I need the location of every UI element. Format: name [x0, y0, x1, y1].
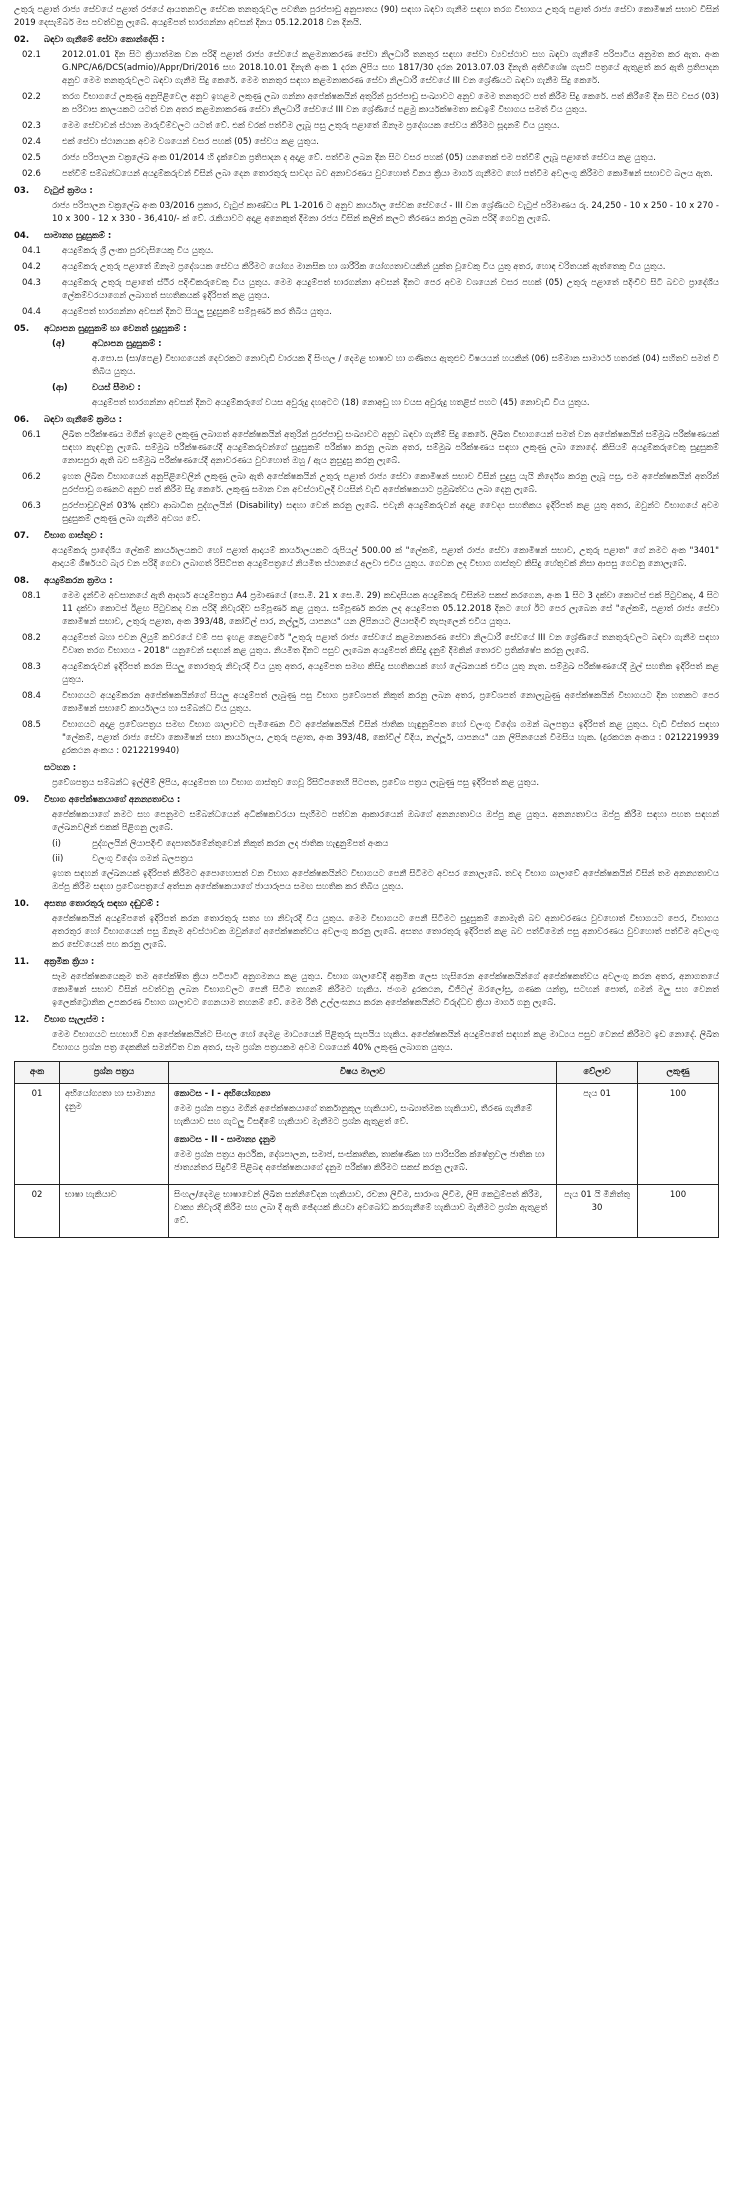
clause-number: 06.3: [22, 501, 41, 511]
clause-text: විභාගයට අදාළ ප්‍රවේශපත්‍රය සමඟ විභාග ශාලාවට පැමිණෙන විට අපේක්ෂකයින් විසින් ජාතික හැඳුනුම්පත හෝ වලංගු විදේශ ගමන් බලපත්‍රය ඉදිරිපත් කළ යුතුය. වැඩි විස්තර සඳහා "ලේකම්, පළාත් රාජ්‍ය සේවා කොමිෂන් සභා කාර්යාලය, උතුරු පළාත, අංක 393/48, කෝවිල් වීදිය, නල්ලූර්, යාපනය" යන ලිපිනයෙන් විමසිය හැක. (දුරකථන අංකය : 0212219939 දුරකථන අංකය : 0212219940): [62, 720, 719, 756]
section-title: බඳවා ගැනීමේ ක්‍රමය :: [44, 415, 122, 425]
section-paragraph: සෑම අපේක්ෂකයෙකුම තම අපේක්ෂිත ක්‍රියා පටිපාටි අනුගමනය කළ යුතුය. විභාග ශාලාවේදී අක්‍රමික ලෙස හැසිරෙන අපේක්ෂකයින්ගේ අපේක්ෂකත්වය අවලංගු කරන අතර, අනාගතයේ කොමිෂන් සභාව විසින් පවත්වනු ලබන විභාගවලට පෙනී සිටීම තහනම් කිරීමට හැකිය. ජංගම දුරකථන, ඩිජිටල් ඔරලෝසු, ගණක යන්ත්‍ර, සටහන් පොත්, ගමන් මලු සහ වෙනත් ඉලෙක්ට්‍රොනික උපකරණ විභාග ශාලාවට ගෙනයාම තහනම් වේ. මෙම රීති උල්ලංඝනය කරන අපේක්ෂකයින්ට විරුද්ධව ක්‍රියා මාර්ග ගනු ලැබේ.: [52, 972, 719, 1008]
clause: [14, 690, 719, 716]
section-paragraph: ප්‍රවේශපත්‍රය සම්බන්ධ ඉල්ලීම් ලිපිය, අයදුම්පත හා විභාග ගාස්තුව ගෙවූ රිසිට්පතෙහි පිටපත, ප්‍රවේශ පත්‍රය ලැබුණු පසු ඉදිරිපත් කළ යුතුය.: [52, 778, 540, 788]
section-title: අක්‍රමික ක්‍රියා :: [44, 957, 95, 967]
section: [14, 762, 719, 790]
clause-number: 08.3: [22, 662, 41, 672]
sub-heading-mark: (අ): [52, 339, 66, 349]
section-title: සටහන :: [44, 763, 77, 773]
row-syllabus: [169, 1185, 557, 1238]
section-number: 05.: [14, 324, 30, 334]
clause-number: 04.2: [22, 262, 41, 272]
clause: [14, 49, 719, 88]
section-title: විභාග අපේක්ෂකයාගේ අනන්‍යතාවය :: [44, 795, 181, 805]
header-duration: වේලාව: [557, 1062, 638, 1084]
clause-text: අයදුම්කරු ශ්‍රී ලංකා පුරවැසියෙකු විය යුතුය.: [62, 246, 214, 256]
section: [14, 956, 719, 1010]
section-paragraph: අපේක්ෂකයාගේ නමට සහ පෙනුමට සම්බන්ධයෙන් අධීක්ෂකවරයා සෑහීමට පත්වන ආකාරයෙන් ඔබගේ අනන්‍යතාවය ඔප්පු කළ යුතුය. අනන්‍යතාවය ඔප්පු කිරීම සඳහා පහත සඳහන් ලේඛනවලින් එකක් පිළිගනු ලැබේ.: [52, 810, 719, 833]
section-number: 10.: [14, 899, 30, 909]
section-heading: [14, 956, 719, 969]
row-marks: 100: [638, 1084, 719, 1185]
clause-text: 2012.01.01 දින සිට ක්‍රියාත්මක වන පරිදි පළාත් රාජ්‍ය සේවයේ කළමනාකරණ සේවා නිලධාරී තනතුර සඳහා සේවා ව්‍යවස්ථාව සහ බඳවා ගැනීමේ පරිපාටිය අනුමත කර ඇත. අංක G.NPC/A6/DCS(admio)/Appr/Dri/2016 සහ 2018.10.01 දිනැති අංක 1 දරන ලිපිය සහ 1817/30 දරන 2013.07.03 දිනැති අතිවිශේෂ ගැසට් පත්‍රයේ ඇතුළත් කර ඇති ප්‍රතිපාදන අනුව මෙම තනතුරුවලට බඳවා ගැනීම සිදු කෙරේ. මෙම තනතුර සඳහා කළමනාකරණ සේවා නිලධාරී සේවයේ III වන ශ්‍රේණියට බඳවා ගැනීම සිදු කෙරේ.: [62, 50, 719, 86]
syllabus-part-title: කොටස - II - සාමාන්‍ය දැනුම: [174, 1135, 276, 1145]
list-item: [52, 838, 719, 851]
section-number: 08.: [14, 576, 30, 586]
section-number: 06.: [14, 415, 30, 425]
row-duration: පැය 01: [557, 1084, 638, 1185]
clause: [14, 152, 719, 165]
clause: [14, 590, 719, 629]
section-number: 04.: [14, 231, 30, 241]
syllabus-part: [174, 1088, 551, 1129]
header-syllabus: විෂය මාලාව: [169, 1062, 557, 1084]
clause-number: 02.5: [22, 153, 41, 163]
header-marks: ලකුණු: [638, 1062, 719, 1084]
section: [14, 414, 719, 526]
clause-number: 08.5: [22, 720, 41, 730]
clause-text: විභාගයට අයදුම්කරන අපේක්ෂකයින්ගේ සියලු අයදුම්පත් ලැබුණු පසු විභාග ප්‍රවේශපත් නිකුත් කරනු ලබන අතර, ප්‍රවේශපත් නොලැබුණු අපේක්ෂකයින් විභාගයට දින හතකට පෙර කොමිෂන් සභාවේ කාර්යාලය හා සම්බන්ධ විය යුතුය.: [62, 691, 719, 714]
clause-text: එක් සේවා ස්ථානයක අවම වශයෙන් වසර පහක් (05) සේවය කළ යුතුය.: [62, 137, 320, 147]
clause: [14, 277, 719, 303]
syllabus-part-title: කොටස - I - අභියෝග්‍යතා: [174, 1089, 271, 1099]
syllabus-table: [14, 1061, 719, 1238]
list-text: පුද්ගලයින් ලියාපදිංචි දෙපාර්තමේන්තුවෙන් නිකුත් කරන ලද ජාතික හැඳුනුම්පත් අංකය: [92, 839, 389, 849]
section-title: වැටුප් ක්‍රමය :: [44, 186, 93, 196]
clause: [14, 471, 719, 497]
section-number: [14, 762, 44, 775]
clause: [14, 719, 719, 758]
clause: [14, 91, 719, 117]
section: [14, 575, 719, 758]
section: [14, 794, 719, 894]
section-number: 09.: [14, 795, 30, 805]
clause-text: රාජ්‍ය පරිපාලන චක්‍රලේඛ අංක 01/2014 හි දැක්වෙන ප්‍රතිපාදන ද අදාළ වේ. පත්වීම ලබන දින සිට වසර පහක් (05) යනතෙක් එම පත්වීම් ලැබූ පළාතේ සේවය කළ යුතුය.: [62, 153, 656, 163]
syllabus-part: [174, 1134, 551, 1175]
section-title: බඳවා ගැනීමේ සේවා කොන්දේසි :: [44, 35, 165, 45]
sub-paragraph: අයදුම්පත් භාරගන්නා අවසන් දිනට අයදුම්කරුගේ වයස අවුරුදු දහඅටට (18) නොඅඩු හා වයස අවුරුදු හතළිස් පහට (45) නොවැඩි විය යුතුය.: [92, 398, 590, 408]
syllabus-part-text: සිංහල/දෙමළ භාෂාවෙන් ලිඛිත සන්නිවේදන හැකියාව, රචනා ලිවීම, සාරාංශ ලිවීම, ලිපි කෙටුම්පත් කිරීම, වාක්‍ය නිවැරදි කිරීම සහ ලබා දී ඇති ඡේදයක් කියවා අවබෝධ කරගැනීමේ හැකියාව මැනීමට ප්‍රශ්න ඇතුළත් වේ.: [174, 1190, 548, 1226]
section: [14, 1014, 719, 1055]
clause-number: 08.4: [22, 691, 41, 701]
clause: [14, 120, 719, 133]
clause-text: අයදුම්පත් භාරගන්නා අවසන් දිනට සියලු සුදුසුකම් සම්පූර්ණ කර තිබිය යුතුය.: [62, 307, 332, 317]
section: [14, 34, 719, 181]
clause-number: 08.2: [22, 633, 41, 643]
section-heading: [14, 230, 719, 243]
clause: [14, 500, 719, 526]
section-heading: [14, 185, 719, 198]
clause-number: 02.2: [22, 92, 41, 102]
section: [14, 530, 719, 571]
clause: [14, 661, 719, 687]
clause-number: 04.4: [22, 307, 41, 317]
clause-text: මෙම දැන්වීම අවසානයේ ඇති ආදර්ශ අයදුම්පත්‍රය A4 ප්‍රමාණයේ (සෙ.මී. 21 x සෙ.මී. 29) කඩදාසියක අයදුම්කරු විසින්ම සකස් කරගෙන, අංක 1 සිට 3 දක්වා කොටස් එක් පිටුවකද, 4 සිට 11 දක්වා කොටස් ඊළඟ පිටුවකද වන පරිදි නිවැරදිව සම්පූර්ණ කළ යුතුය. සම්පූර්ණ කරන ලද අයදුම්පත 05.12.2018 දිනට හෝ ඊට පෙර ලැබෙන සේ "ලේකම්, පළාත් රාජ්‍ය සේවා කොමිෂන් සභාව, උතුරු පළාත, අංක 393/48, කෝවිල් පාර, නල්ලූර්, යාපනය" යන ලිපිනයට ලියාපදිංචි තැපෑලෙන් එවිය යුතුය.: [62, 591, 719, 627]
section-heading: [14, 323, 719, 336]
clause-text: අයදුම්කරු උතුරු පළාතේ ස්ථිර පදිංචිකරුවෙකු විය යුතුය. මෙම අයදුම්පත් භාරගන්නා අවසන් දිනට පෙර අවම වශයෙන් වසර පහක් (05) උතුරු පළාතේ පදිංචිව සිටි බවට ප්‍රාදේශීය ලේකම්වරයාගෙන් ලබාගත් සහතිකයක් ඉදිරිපත් කළ යුතුය.: [62, 278, 719, 301]
clause: [14, 306, 719, 319]
clause-number: 02.3: [22, 121, 41, 131]
clause-number: 06.1: [22, 430, 41, 440]
clause-number: 08.1: [22, 591, 41, 601]
clause: [14, 136, 719, 149]
sub-heading-title: අධ්‍යාපන සුදුසුකම් :: [92, 339, 162, 349]
list-item: [52, 853, 719, 866]
section-heading: [14, 794, 719, 807]
clause-number: 06.2: [22, 472, 41, 482]
section-title: අධ්‍යාපන සුදුසුකම් හා වෙනත් සුදුසුකම් :: [44, 324, 187, 334]
clause-text: පත්වීම් සම්බන්ධයෙන් අයදුම්කරුවන් විසින් ලබා දෙන තොරතුරු සාවද්‍ය බව අනාවරණය වුවහොත් විනය ක්‍රියා මාර්ග ගැනීමට හෝ පත්වීම අවලංගු කිරීමට කොමිෂන් සභාවට බලය ඇත.: [62, 169, 713, 179]
row-duration: පැය 01 යි මිනිත්තු 30: [557, 1185, 638, 1238]
section-number: 12.: [14, 1015, 30, 1025]
sections-container: [14, 34, 719, 1055]
section-number: 02.: [14, 35, 30, 45]
section-heading: [14, 530, 719, 543]
row-syllabus: [169, 1084, 557, 1185]
list-mark: (ii): [52, 854, 64, 864]
clause-number: 02.4: [22, 137, 41, 147]
section: [14, 230, 719, 319]
clause-text: පුරප්පාඩුවලින් 03% දක්වා ආබාධිත පුද්ගලයින් (Disability) සඳහා වෙන් කරනු ලැබේ. එවැනි අයදුම්කරුවන් අදාළ වෛද්‍ය සහතිකය ඉදිරිපත් කළ යුතු අතර, ඔවුන්ට විභාගයේ අවම සුදුසුකම් ලකුණු ලබා ගැනීම අවශ්‍ය වේ.: [62, 501, 719, 524]
section-heading: [14, 575, 719, 588]
clause-number: 02.6: [22, 169, 41, 179]
section-paragraph: ඉහත සඳහන් ලේඛනයක් ඉදිරිපත් කිරීමට අපොහොසත් වන විභාග අපේක්ෂකයින්ට විභාගයට පෙනී සිටීමට අවසර නොලැබේ. තවද විභාග ශාලාවේ අපේක්ෂකයින් විසින් තම අනන්‍යතාවය ඔප්පු කිරීම සඳහා ප්‍රවේශපත්‍රයේ අත්සන අපේක්ෂකයාගේ ජායාරූපය සමඟ සහතික කර තිබිය යුතුය.: [52, 869, 719, 892]
clause-text: මෙම සේවාවන් ස්ථාන මාරුවීම්වලට යටත් වේ. එක් වරක් පත්වීම ලැබූ පසු උතුරු පළාතේ ඕනෑම ප්‍රදේශයක සේවය කිරීමට සූදානම් විය යුතුය.: [62, 121, 560, 131]
clause-text: ලිඛිත පරීක්ෂණය මගින් ඉහළම ලකුණු ලබාගත් අපේක්ෂකයින් අතුරින් පුරප්පාඩු සංඛ්‍යාවට අනුව බඳවා ගැනීම් සිදු කෙරේ. ලිඛිත විභාගයෙන් සමත් වන අපේක්ෂකයින් සම්මුඛ පරීක්ෂණයක් සඳහා කැඳවනු ලැබේ. සම්මුඛ පරීක්ෂණයේදී අයදුම්කරුවන්ගේ සුදුසුකම් පරීක්ෂා කරනු ලබන අතර, සම්මුඛ පරීක්ෂණය සඳහා ලකුණු ලබා නොදේ. කිසියම් අයදුම්කරුවෙකු සුදුසුකම් නොසපුරා ඇති බව සම්මුඛ පරීක්ෂණයේදී අනාවරණය වුවහොත් ඔහු / ඇය නුසුදුසු කරනු ලැබේ.: [62, 430, 719, 466]
section-title: සාමාන්‍ය සුදුසුකම් :: [44, 231, 112, 241]
table-row: [15, 1084, 719, 1185]
clause-text: තරග විභාගයේ ලකුණු අනුපිළිවෙල අනුව ඉහළම ලකුණු ලබා ගන්නා අපේක්ෂකයින් අතුරින් පුරප්පාඩු සංඛ්‍යාවට අනුව මෙම තනතුරට පත් කිරීම සිදු කෙරේ. පත් කිරීමේ දින සිට වසර (03) ක පරිවාස කාලයකට යටත් වන අතර කළමනාකරණ සේවා නිලධාරී සේවයේ III වන ශ්‍රේණියේ පළමු කාර්යක්ෂමතා කඩඉම් විභාගය සමත් විය යුතුය.: [62, 92, 719, 115]
intro-paragraph: උතුරු පළාත් රාජ්‍ය සේවයේ පළාත් රජයේ ආයතනවල සේවක තනතුරුවල පවතින පුරප්පාඩු අනුපාතය (90) සඳහා බඳවා ගැනීම සඳහා තරග විභාගය උතුරු පළාත් රාජ්‍ය සේවා කොමිෂන් සභාව විසින් 2019 දෙසැම්බර් මස පවත්වනු ලැබේ. අයදුම්පත් භාරගන්නා අවසන් දිනය 05.12.2018 වන දිනයි.: [14, 5, 719, 28]
clause-text: අයදුම්කරුවන් ඉදිරිපත් කරන සියලු තොරතුරු නිවැරදි විය යුතු අතර, අයදුම්පත සමඟ කිසිදු සහතිකයක් හෝ ලේඛනයක් එවිය යුතු නැත. සම්මුඛ පරීක්ෂණයේදී මුල් සහතික ඉදිරිපත් කළ යුතුය.: [62, 662, 719, 685]
section-heading: [14, 898, 719, 911]
clause-text: ඉහත ලිඛිත විභාගයෙන් අනුපිළිවෙලින් ලකුණු ලබා ඇති අපේක්ෂකයින් උතුරු පළාත් රාජ්‍ය සේවා කොමිෂන් සභාව විසින් සුදුසු යැයි නිර්දේශ කරනු ලැබූ පසු, එම අපේක්ෂකයින් අතරින් පුරප්පාඩු ගණනට අනුව පත් කිරීම සිදු කෙරේ. ලකුණු සමාන වන අවස්ථාවලදී වයසින් වැඩි අපේක්ෂකයාට ප්‍රමුඛත්වය ලබා දෙනු ලැබේ.: [62, 472, 719, 495]
row-paper: අභියෝග්‍යතා හා සාමාන්‍ය දැනුම: [60, 1084, 169, 1185]
sub-paragraph: අ.පො.ස (සා/පෙළ) විභාගයෙන් දෙවරකට නොවැඩි වාරයක දී සිංහල / දෙමළ භාෂාව හා ගණිතය ඇතුළුව විෂයයන් හයකින් (06) සම්මාන සාමාර්ථ හතරක් (04) සහිතව සමත් වී තිබිය යුතුය.: [92, 354, 719, 377]
section: [14, 898, 719, 952]
section: [14, 185, 719, 226]
syllabus-part-text: මෙම ප්‍රශ්න පත්‍රය ආර්ථික, දේශපාලන, සමාජ, සංස්කෘතික, තාක්ෂණික හා පාරිසරික ක්ෂේත්‍රවල ජාතික හා ජාත්‍යන්තර සිදුවීම් පිළිබඳ අපේක්ෂකයාගේ දැනුම පරීක්ෂා කිරීමට සකස් කරනු ලැබේ.: [174, 1150, 545, 1173]
section-heading: [14, 414, 719, 427]
table-row: [15, 1185, 719, 1238]
clause: [14, 168, 719, 181]
section-paragraph: අපේක්ෂකයින් අයදුම්පතේ ඉදිරිපත් කරන තොරතුරු සත්‍ය හා නිවැරදි විය යුතුය. මෙම විභාගයට පෙනී සිටීමට සුදුසුකම් නොමැති බව අනාවරණය වුවහොත් විභාගයට පෙර, විභාගය අතරතුර හෝ විභාගයෙන් පසු ඕනෑම අවස්ථාවක ඔවුන්ගේ අපේක්ෂකත්වය අවලංගු කරනු ලැබේ. අසත්‍ය තොරතුරු ඉදිරිපත් කළ බව පත්වීමෙන් පසු අනාවරණය වුවහොත් පත්වීම අවලංගු කර සේවයෙන් පහ කරනු ලැබේ.: [52, 914, 719, 950]
row-paper: භාෂා හැකියාව: [60, 1185, 169, 1238]
clause: [14, 261, 719, 274]
list-mark: (i): [52, 839, 61, 849]
section-title: අසත්‍ය තොරතුරු සඳහා දඬුවම් :: [44, 899, 160, 909]
sub-heading-title: වයස් සීමාව :: [92, 383, 141, 393]
clause: [14, 632, 719, 658]
section-title: අයදුම්කරන ක්‍රමය :: [44, 576, 113, 586]
sub-heading: [52, 338, 719, 351]
header-paper: ප්‍රශ්න පත්‍රය: [60, 1062, 169, 1084]
clause-text: අයදුම්කරු උතුරු පළාතේ ඕනෑම ප්‍රදේශයක සේවය කිරීමට යෝග්‍ය මානසික හා ශාරීරික යෝග්‍යතාවයකින් යුක්ත වූවෙකු විය යුතු අතර, හොඳ චරිතයක් ඇත්තෙකු විය යුතුය.: [62, 262, 666, 272]
section-paragraph: අයදුම්කරු ප්‍රාදේශීය ලේකම් කාර්යාලයකට හෝ පළාත් ආදායම් කාර්යාලයකට රුපියල් 500.00 ක් "ලේකම්, පළාත් රාජ්‍ය සේවා කොමිෂන් සභාව, උතුරු පළාත" ගේ නමට අංක "3401" ආදායම් ශීර්ෂයට බැර වන පරිදි ගෙවා ලබාගත් රිසිට්පත අයදුම්පත්‍රයේ නියමිත ස්ථානයේ අලවා එවිය යුතුය. ගෙවන ලද විභාග ගාස්තුව කිසිදු හේතුවක් නිසා ආපසු ගෙවනු නොලැබේ.: [52, 546, 719, 569]
header-number: අංක: [15, 1062, 60, 1084]
row-number: 02: [15, 1185, 60, 1238]
clause-number: 04.3: [22, 278, 41, 288]
section-number: 03.: [14, 186, 30, 196]
section-number: 07.: [14, 531, 30, 541]
section-heading: [14, 762, 719, 775]
section: [14, 323, 719, 410]
clause-number: 04.1: [22, 246, 41, 256]
syllabus-header-row: [15, 1062, 719, 1084]
sub-heading-mark: (ආ): [52, 383, 68, 393]
section-number: 11.: [14, 957, 30, 967]
row-number: 01: [15, 1084, 60, 1185]
clause-text: අයදුම්පත් බහා එවන ලියුම් කවරයේ වම් පස ඉහළ කෙළවරේ "උතුරු පළාත් රාජ්‍ය සේවයේ කළමනාකරණ සේවා නිලධාරී සේවයේ III වන ශ්‍රේණියේ තනතුරුවලට බඳවා ගැනීම සඳහා විවෘත තරග විභාගය - 2018" යනුවෙන් සඳහන් කළ යුතුය. නියමිත දිනට පසුව ලැබෙන අයදුම්පත් කිසිදු දැනුම් දීමකින් තොරව ප්‍රතික්ෂේප කරනු ලැබේ.: [62, 633, 719, 656]
clause: [14, 245, 719, 258]
syllabus-part-text: මෙම ප්‍රශ්න පත්‍රය මගින් අපේක්ෂකයාගේ තර්කානුකූල හැකියාව, සංඛ්‍යාත්මක හැකියාව, තීරණ ගැනීමේ හැකියාව සහ ගැටලු විසඳීමේ හැකියාව මැනීමට ප්‍රශ්න ඇතුළත් වේ.: [174, 1104, 533, 1127]
section-title: විභාග සැලැස්ම :: [44, 1015, 105, 1025]
section-heading: [14, 34, 719, 47]
list-text: වලංගු විදේශ ගමන් බලපත්‍රය: [92, 854, 194, 864]
clause: [14, 429, 719, 468]
sub-heading: [52, 382, 719, 395]
clause-number: 02.1: [22, 50, 41, 60]
section-paragraph: රාජ්‍ය පරිපාලන චක්‍රලේඛ අංක 03/2016 ප්‍රකාර, වැටුප් කාණ්ඩය PL 1-2016 ට අනුව කාර්යාල සේවක සේවයේ - III වන ශ්‍රේණියට වැටුප් පරිමාණය රු. 24,250 - 10 x 250 - 10 x 270 - 10 x 300 - 12 x 330 - 36,410/- ක් වේ. රැකියාවට අදාළ අනෙකුත් දීමනා රජය විසින් කලින් කලට තීරණය කරනු ලබන පරිදි ගෙවනු ලැබේ.: [52, 201, 719, 224]
row-marks: 100: [638, 1185, 719, 1238]
syllabus-part: [174, 1189, 551, 1228]
syllabus-body: [15, 1084, 719, 1238]
section-paragraph: මෙම විභාගයට සහභාගි වන අපේක්ෂකයින්ට සිංහල හෝ දෙමළ මාධ්‍යයෙන් පිළිතුරු සැපයිය හැකිය. අපේක්ෂකයින් අයදුම්පතේ සඳහන් කළ මාධ්‍යය පසුව වෙනස් කිරීමට ඉඩ නොදේ. ලිඛිත විභාගය ප්‍රශ්න පත්‍ර දෙකකින් සමන්විත වන අතර, සෑම ප්‍රශ්න පත්‍රයකම අවම වශයෙන් 40% ලකුණු ලබාගත යුතුය.: [52, 1030, 719, 1053]
section-heading: [14, 1014, 719, 1027]
section-title: විභාග ගාස්තුව :: [44, 531, 103, 541]
